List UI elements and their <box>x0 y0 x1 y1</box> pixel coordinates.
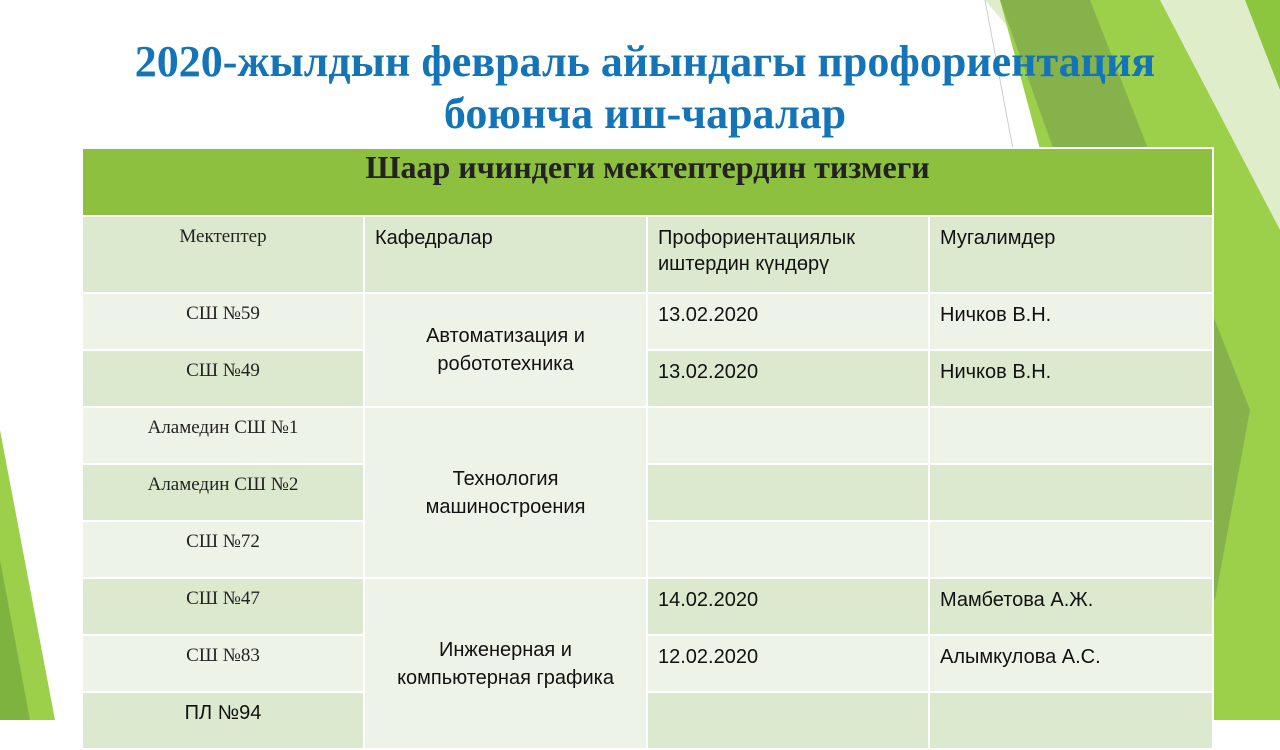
table-row <box>82 521 1213 578</box>
column-header-row <box>82 216 1213 293</box>
teacher-cell: Алымкулова А.С. <box>929 635 1213 692</box>
header-schools: Мектептер <box>82 216 364 293</box>
table-row <box>82 635 1213 692</box>
slide-title <box>80 36 1210 140</box>
teacher-cell: Мамбетова А.Ж. <box>929 578 1213 635</box>
department-line-1: Автоматизация и <box>426 325 585 347</box>
date-cell: 13.02.2020 <box>647 350 929 407</box>
school-cell: СШ №59 <box>82 293 364 350</box>
date-cell <box>647 521 929 578</box>
date-cell <box>647 692 929 749</box>
header-dates-line-2: иштердин күндөрү <box>658 253 830 275</box>
teacher-cell: Ничков В.Н. <box>929 293 1213 350</box>
school-cell: ПЛ №94 <box>82 692 364 749</box>
teacher-cell <box>929 407 1213 464</box>
school-cell: СШ №72 <box>82 521 364 578</box>
date-cell: 14.02.2020 <box>647 578 929 635</box>
table-row <box>82 578 1213 635</box>
teacher-cell <box>929 521 1213 578</box>
table-row <box>82 407 1213 464</box>
table-row <box>82 464 1213 521</box>
schools-table <box>81 147 1214 750</box>
department-line-1: Инженерная и <box>439 638 572 661</box>
date-cell <box>647 464 929 521</box>
teacher-cell <box>929 464 1213 521</box>
department-line-2: робототехника <box>437 353 574 375</box>
school-cell: Аламедин СШ №1 <box>82 407 364 464</box>
table-row <box>82 350 1213 407</box>
department-cell <box>364 293 647 407</box>
header-teachers: Мугалимдер <box>929 216 1213 293</box>
department-cell <box>364 407 647 578</box>
teacher-cell: Ничков В.Н. <box>929 350 1213 407</box>
title-line-1: 2020-жылдын февраль айындагы профориентация <box>134 37 1156 86</box>
header-dates <box>647 216 929 293</box>
header-dates-line-1: Профориентациялык <box>658 227 855 249</box>
date-cell: 12.02.2020 <box>647 635 929 692</box>
department-line-2: машиностроения <box>425 495 586 518</box>
table-caption: Шаар ичиндеги мектептердин тизмеги <box>82 148 1213 216</box>
school-cell: СШ №49 <box>82 350 364 407</box>
table-caption-row <box>82 148 1213 216</box>
department-line-2: компьютерная графика <box>397 666 614 689</box>
school-cell: Аламедин СШ №2 <box>82 464 364 521</box>
title-line-2: боюнча иш-чаралар <box>443 89 847 138</box>
school-cell: СШ №47 <box>82 578 364 635</box>
date-cell <box>647 407 929 464</box>
table-row <box>82 692 1213 749</box>
date-cell: 13.02.2020 <box>647 293 929 350</box>
table-row <box>82 293 1213 350</box>
header-departments: Кафедралар <box>364 216 647 293</box>
department-cell <box>364 578 647 749</box>
teacher-cell <box>929 692 1213 749</box>
department-line-1: Технология <box>452 467 559 490</box>
school-cell: СШ №83 <box>82 635 364 692</box>
